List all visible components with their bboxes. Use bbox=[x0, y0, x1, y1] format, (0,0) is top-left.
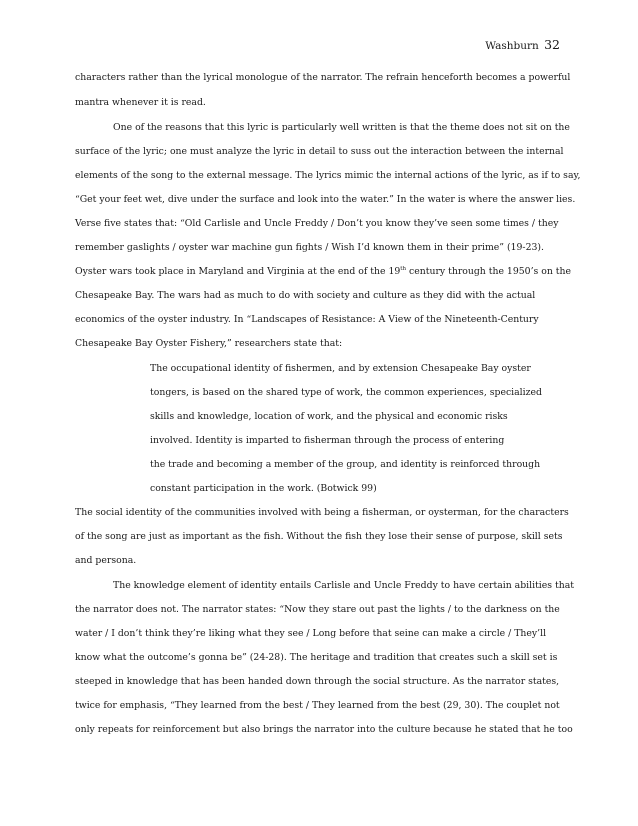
body-line: Verse five states that: “Old Carlisle and Uncle Freddy / Don’t you know they’ve seen some times / they bbox=[75, 218, 559, 229]
body-line: and persona. bbox=[75, 555, 137, 566]
block-quote-line: skills and knowledge, location of work, and the physical and economic risks bbox=[150, 411, 508, 422]
body-line: “Get your feet wet, dive under the surface and look into the water.” In the water is where the answer lies. bbox=[75, 194, 576, 205]
body-line: twice for emphasis, “They learned from the best / They learned from the best (29, 30). The couplet not bbox=[75, 700, 560, 711]
block-quote-line: involved. Identity is imparted to fisherman through the process of entering bbox=[150, 435, 505, 446]
body-line: The knowledge element of identity entails Carlisle and Uncle Freddy to have certain abilities that bbox=[113, 580, 575, 591]
block-quote-line: tongers, is based on the shared type of work, the common experiences, specialized bbox=[150, 387, 542, 398]
body-text: Oyster wars took place in Maryland and Virginia at the end of the 19 bbox=[75, 266, 401, 277]
body-line: mantra whenever it is read. bbox=[75, 97, 206, 108]
running-header bbox=[485, 37, 560, 52]
body-line: One of the reasons that this lyric is particularly well written is that the theme does not sit on the bbox=[113, 122, 570, 133]
block-quote-line: constant participation in the work. (Botwick 99) bbox=[150, 483, 377, 494]
body-line: The social identity of the communities involved with being a fisherman, or oysterman, for the characters bbox=[75, 507, 569, 518]
body-line: economics of the oyster industry. In “Landscapes of Resistance: A View of the Nineteenth-Century bbox=[75, 314, 539, 325]
block-quote-line: The occupational identity of fishermen, and by extension Chesapeake Bay oyster bbox=[150, 363, 531, 374]
body-line: water / I don’t think they’re liking what they see / Long before that seine can make a circle / They’ll bbox=[75, 628, 547, 639]
body-line: Chesapeake Bay. The wars had as much to do with society and culture as they did with the actual bbox=[75, 290, 536, 301]
ordinal-superscript: th bbox=[400, 266, 407, 272]
body-line: know what the outcome’s gonna be” (24-28). The heritage and tradition that creates such a skill set is bbox=[75, 652, 558, 663]
body-line bbox=[75, 266, 571, 278]
body-line: Chesapeake Bay Oyster Fishery,” researchers state that: bbox=[75, 338, 343, 349]
header-page-number: 32 bbox=[544, 37, 560, 52]
body-line: steeped in knowledge that has been handed down through the social structure. As the narrator states, bbox=[75, 676, 560, 687]
body-line: of the song are just as important as the fish. Without the fish they lose their sense of purpose, skill sets bbox=[75, 531, 563, 542]
header-author: Washburn bbox=[485, 40, 539, 52]
body-line: remember gaslights / oyster war machine gun fights / Wish I’d known them in their prime” (19-23). bbox=[75, 242, 544, 253]
body-line: characters rather than the lyrical monologue of the narrator. The refrain henceforth becomes a powerful bbox=[75, 72, 571, 83]
body-line: surface of the lyric; one must analyze the lyric in detail to suss out the interaction between the internal bbox=[75, 146, 564, 157]
body-line: the narrator does not. The narrator states: “Now they stare out past the lights / to the darkness on the bbox=[75, 604, 560, 615]
body-line: only repeats for reinforcement but also brings the narrator into the culture because he stated that he too bbox=[75, 724, 573, 735]
block-quote-line: the trade and becoming a member of the group, and identity is reinforced through bbox=[150, 459, 541, 470]
body-line: elements of the song to the external message. The lyrics mimic the internal actions of the lyric, as if to say, bbox=[75, 170, 581, 181]
body-text: century through the 1950’s on the bbox=[406, 266, 572, 277]
